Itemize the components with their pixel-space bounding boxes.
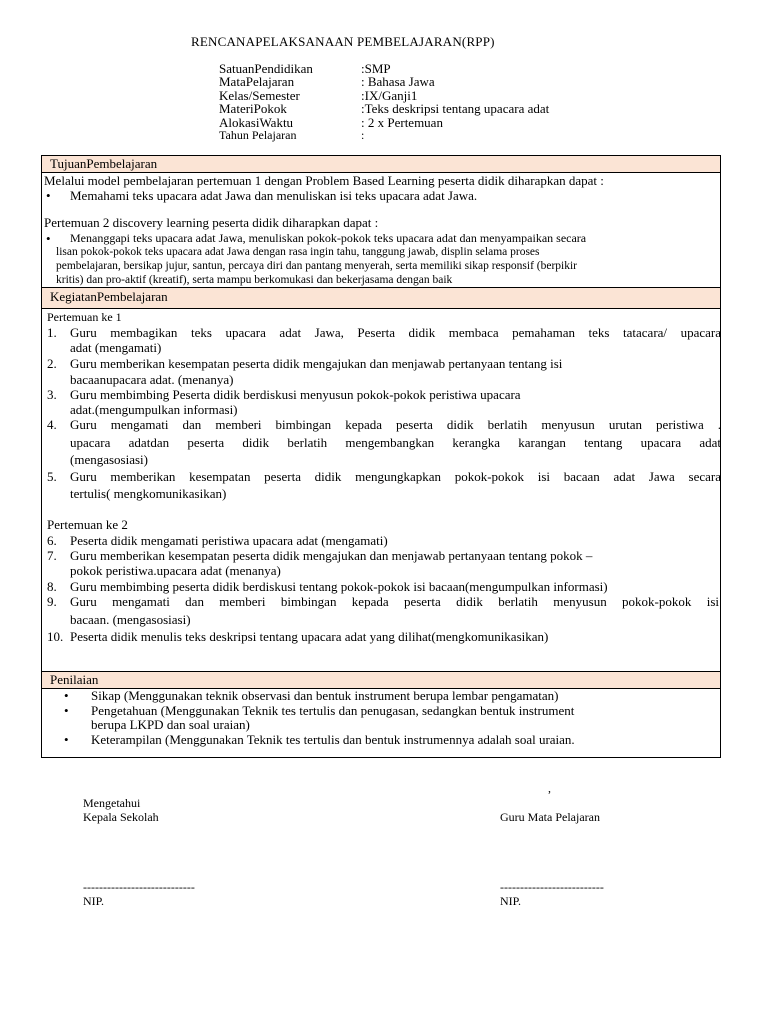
info-label: MataPelajaran	[219, 74, 295, 90]
info-row-satuan	[219, 62, 549, 75]
item-number: 5.	[47, 469, 57, 484]
assessment-line: berupa LKPD dan soal uraian)	[91, 717, 250, 732]
signature-guru: Guru Mata Pelajaran	[500, 810, 600, 824]
tujuan-bullet-2-line: lisan pokok-pokok teks upacara adat Jawa dengan rasa ingin tahu, tanggung jawab, displin selama proses	[56, 246, 540, 258]
info-value: : Bahasa Jawa	[361, 74, 435, 90]
signature-mengetahui: Mengetahui	[83, 796, 141, 810]
activity-line: Guru membimbing Peserta didik berdiskusi menyusun pokok-pokok peristiwa upacara	[70, 387, 521, 402]
document-title: RENCANAPELAKSANAAN PEMBELAJARAN(RPP)	[191, 34, 495, 49]
nip-left: NIP.	[83, 894, 105, 908]
activity-line: (mengasosiasi)	[70, 452, 148, 467]
info-label: Kelas/Semester	[219, 87, 300, 103]
tujuan-bullet-2-line: pembelajaran, bersikap jujur, santun, percaya diri dan pantang menyerah, serta memiliki sikap responsif (berpikir	[56, 260, 578, 272]
activity-line: Guru memberikan kesempatan peserta didik mengajukan dan menjawab pertanyaan tentang pokok –	[70, 548, 593, 563]
section-header: KegiatanPembelajaran	[42, 288, 720, 309]
assessment-line: Keterampilan (Menggunakan Teknik tes tertulis dan bentuk instrumennya adalah soal uraian.	[91, 732, 575, 747]
signature-line-right: --------------------------	[500, 880, 604, 894]
kegiatan-section	[41, 287, 721, 672]
section-header: Penilaian	[42, 672, 720, 689]
info-value: : 2 x Pertemuan	[361, 114, 443, 130]
bullet-dot: •	[64, 688, 69, 703]
item-number: 3.	[47, 387, 57, 402]
item-number: 7.	[47, 548, 57, 563]
activity-line: bacaanupacara adat. (menanya)	[70, 372, 234, 387]
identity-block	[219, 62, 549, 142]
signature-kepala-sekolah: Kepala Sekolah	[83, 810, 159, 824]
bullet-dot: •	[64, 703, 69, 718]
info-row-kelas	[219, 89, 549, 102]
item-number: 1.	[47, 325, 57, 340]
date-comma: ,	[548, 781, 551, 795]
activity-line: Guru mengamati dan memberi bimbingan kepada peserta didik berlatih menyusun pokok-pokok isi	[70, 594, 719, 609]
bullet-dot: •	[64, 732, 69, 747]
activity-line: Guru memberikan kesempatan peserta didik mengungkapkan pokok-pokok isi bacaan adat Jawa secara	[70, 469, 721, 484]
info-value: :SMP	[361, 61, 391, 76]
info-value: :IX/Ganji1	[361, 87, 418, 103]
activity-line: upacara adatdan peserta didik berlatih mengembangkan kerangka karangan tentang upacara adat	[70, 435, 721, 450]
item-number: 10.	[47, 629, 64, 644]
tujuan-intro-2: Pertemuan 2 discovery learning peserta didik diharapkan dapat :	[44, 215, 379, 230]
item-number: 4.	[47, 417, 57, 432]
info-label: Tahun Pelajaran	[219, 127, 297, 142]
activity-line: adat.(mengumpulkan informasi)	[70, 402, 238, 417]
activity-line: Peserta didik mengamati peristiwa upacara adat (mengamati)	[70, 533, 388, 548]
info-row-mapel	[219, 75, 549, 88]
penilaian-section	[41, 671, 721, 758]
activity-line: tertulis( mengkomunikasikan)	[70, 486, 227, 501]
tujuan-bullet-1: Memahami teks upacara adat Jawa dan menuliskan isi teks upacara adat Jawa.	[70, 188, 478, 203]
activity-line: adat (mengamati)	[70, 340, 162, 355]
bullet-dot: •	[46, 231, 51, 246]
activity-line: Guru memberikan kesempatan peserta didik mengajukan dan menjawab pertanyaan tentang isi	[70, 356, 563, 371]
activity-line: Guru membimbing peserta didik berdiskusi tentang pokok-pokok isi bacaan(mengumpulkan informasi)	[70, 579, 608, 594]
activity-line: Guru mengamati dan memberi bimbingan kepada peserta didik berlatih menyusun urutan peristiwa .	[70, 417, 721, 432]
activity-line: pokok peristiwa.upacara adat (menanya)	[70, 563, 281, 578]
activity-line: Guru membagikan teks upacara adat Jawa, Peserta didik membaca pemahaman teks tatacara/ upacara	[70, 325, 721, 340]
info-row-tahun	[219, 129, 549, 142]
info-label: AlokasiWaktu	[219, 114, 294, 130]
info-label: MateriPokok	[219, 101, 287, 117]
assessment-line: Sikap (Menggunakan teknik observasi dan bentuk instrument berupa lembar pengamatan)	[91, 688, 559, 703]
activity-line: Peserta didik menulis teks deskripsi tentang upacara adat yang dilihat(mengkomunikasikan)	[70, 629, 549, 644]
meeting-1-label: Pertemuan ke 1	[47, 310, 122, 324]
tujuan-bullet-2-line: kritis) dan pro-aktif (kreatif), serta mampu berkomukasi dan bekerjasama dengan baik	[56, 274, 453, 286]
info-row-materi	[219, 102, 549, 115]
section-header: TujuanPembelajaran	[42, 156, 720, 173]
item-number: 9.	[47, 594, 57, 609]
info-label: SatuanPendidikan	[219, 61, 313, 76]
info-value: :	[361, 127, 365, 142]
info-value: :Teks deskripsi tentang upacara adat	[361, 101, 550, 117]
info-row-alokasi	[219, 116, 549, 129]
nip-right: NIP.	[500, 894, 522, 908]
meeting-2-label: Pertemuan ke 2	[47, 517, 128, 532]
item-number: 6.	[47, 533, 57, 548]
bullet-dot: •	[46, 188, 51, 203]
item-number: 2.	[47, 356, 57, 371]
tujuan-intro-1: Melalui model pembelajaran pertemuan 1 dengan Problem Based Learning peserta didik diharapkan dapat :	[44, 173, 604, 188]
tujuan-bullet-2-line: Menanggapi teks upacara adat Jawa, menuliskan pokok-pokok teks upacara adat dan menyampaikan secara	[70, 231, 587, 245]
assessment-line: Pengetahuan (Menggunakan Teknik tes tertulis dan penugasan, sedangkan bentuk instrument	[91, 703, 575, 718]
activity-line: bacaan. (mengasosiasi)	[70, 612, 191, 627]
item-number: 8.	[47, 579, 57, 594]
tujuan-section	[41, 155, 721, 288]
signature-line-left: ----------------------------	[83, 880, 195, 894]
